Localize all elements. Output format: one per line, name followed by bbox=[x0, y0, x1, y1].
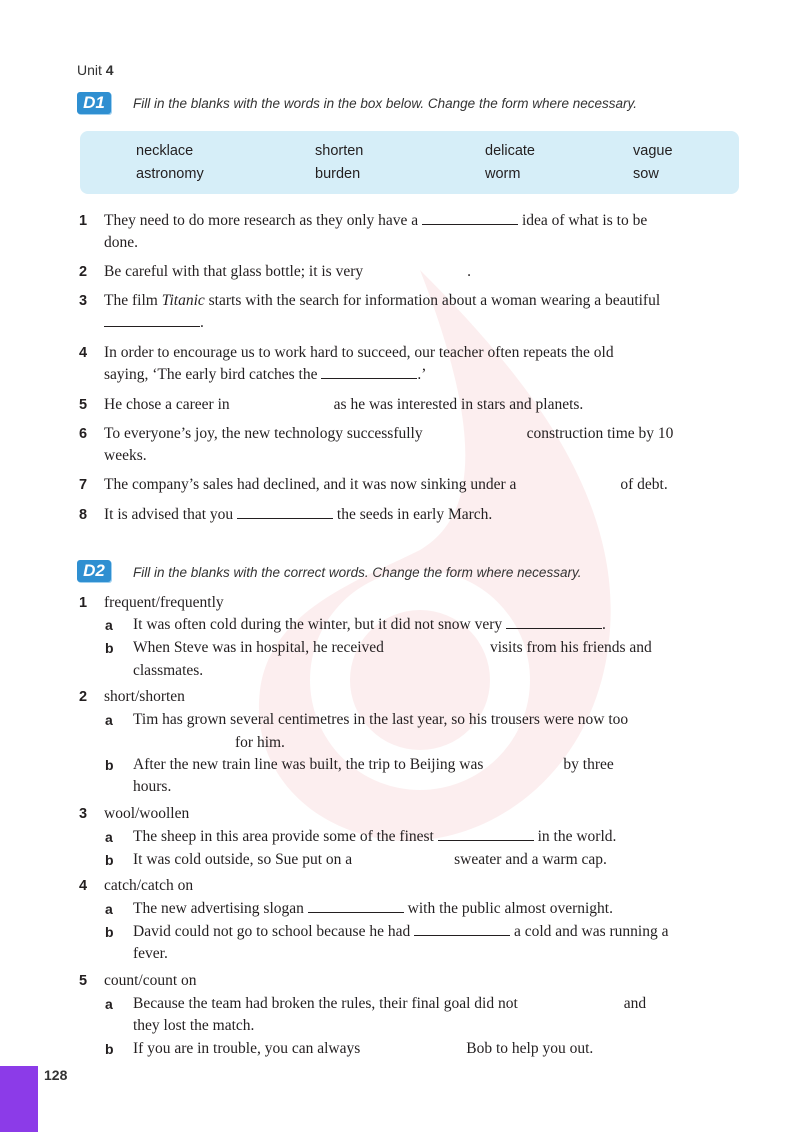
word-box bbox=[80, 131, 739, 194]
d1-instruction: Fill in the blanks with the words in the box below. Change the form where necessary. bbox=[133, 96, 638, 111]
word-pair: catch/catch on bbox=[104, 877, 194, 894]
answer-blank[interactable] bbox=[438, 828, 534, 841]
word-box-item: sow bbox=[633, 166, 659, 182]
question-1-line: They need to do more research as they only have a idea of what is to be bbox=[104, 212, 648, 229]
d2-2b-line: After the new train line was built, the trip to Beijing was by three bbox=[133, 756, 614, 773]
question-5-line: He chose a career in as he was interested in stars and planets. bbox=[104, 396, 584, 413]
word-box-item: worm bbox=[485, 166, 521, 182]
word-box-item: astronomy bbox=[136, 166, 204, 182]
word-box-item: delicate bbox=[485, 143, 535, 159]
sub-label: b bbox=[105, 1041, 114, 1057]
d2-2b-line-2: hours. bbox=[133, 778, 172, 795]
question-4-line: In order to encourage us to work hard to succeed, our teacher often repeats the old bbox=[104, 344, 614, 361]
question-number: 1 bbox=[79, 595, 88, 611]
question-number: 3 bbox=[79, 806, 88, 822]
question-4-line-2: saying, ‘The early bird catches the .’ bbox=[104, 366, 427, 383]
question-number: 5 bbox=[79, 397, 88, 413]
question-number: 5 bbox=[79, 973, 88, 989]
question-number: 3 bbox=[79, 293, 88, 309]
answer-blank[interactable] bbox=[321, 366, 417, 379]
word-box-item: necklace bbox=[136, 143, 194, 159]
sub-label: a bbox=[105, 829, 113, 845]
question-number: 4 bbox=[79, 345, 88, 361]
answer-blank[interactable] bbox=[237, 506, 333, 519]
sub-label: a bbox=[105, 996, 113, 1012]
d2-1b-line-2: classmates. bbox=[133, 662, 204, 679]
question-number: 2 bbox=[79, 689, 88, 705]
page-tab bbox=[0, 1066, 38, 1132]
question-2-line: Be careful with that glass bottle; it is very . bbox=[104, 263, 472, 280]
question-number: 7 bbox=[79, 477, 88, 493]
word-box-item: shorten bbox=[315, 143, 364, 159]
question-number: 1 bbox=[79, 213, 88, 229]
sub-label: a bbox=[105, 901, 113, 917]
word-box-item: vague bbox=[633, 143, 673, 159]
sub-label: a bbox=[105, 712, 113, 728]
answer-blank[interactable] bbox=[414, 923, 510, 936]
d1-badge: D1 bbox=[77, 92, 111, 114]
word-pair: count/count on bbox=[104, 972, 197, 989]
d2-5a-line: Because the team had broken the rules, their final goal did not and bbox=[133, 995, 647, 1012]
d2-1a-line: It was often cold during the winter, but it did not snow very . bbox=[133, 616, 606, 633]
answer-blank[interactable] bbox=[506, 616, 602, 629]
question-1-line-2: done. bbox=[104, 234, 139, 251]
sub-label: b bbox=[105, 640, 114, 656]
question-7-line: The company’s sales had declined, and it was now sinking under a of debt. bbox=[104, 476, 668, 493]
answer-blank[interactable] bbox=[422, 212, 518, 225]
watermark-logo bbox=[190, 250, 650, 870]
question-number: 4 bbox=[79, 878, 88, 894]
question-number: 6 bbox=[79, 426, 88, 442]
word-pair: short/shorten bbox=[104, 688, 185, 705]
question-number: 2 bbox=[79, 264, 88, 280]
question-8-line: It is advised that you the seeds in early March. bbox=[104, 506, 493, 523]
answer-blank[interactable] bbox=[308, 900, 404, 913]
d2-3b-line: It was cold outside, so Sue put on a sweater and a warm cap. bbox=[133, 851, 607, 868]
word-pair: wool/woollen bbox=[104, 805, 190, 822]
d2-2a-line: Tim has grown several centimetres in the last year, so his trousers were now too bbox=[133, 711, 629, 728]
sub-label: b bbox=[105, 924, 114, 940]
question-3-line-2: . bbox=[104, 314, 204, 332]
word-box-item: burden bbox=[315, 166, 361, 182]
d2-1b-line: When Steve was in hospital, he received visits from his friends and bbox=[133, 639, 652, 656]
d2-5a-line-2: they lost the match. bbox=[133, 1017, 255, 1034]
page-number: 128 bbox=[44, 1067, 68, 1083]
d2-instruction: Fill in the blanks with the correct words. Change the form where necessary. bbox=[133, 565, 582, 580]
sub-label: b bbox=[105, 852, 114, 868]
sub-label: a bbox=[105, 617, 113, 633]
d2-4b-line: David could not go to school because he had a cold and was running a bbox=[133, 923, 669, 940]
d2-4b-line-2: fever. bbox=[133, 945, 168, 962]
question-3-line: The film Titanic starts with the search for information about a woman wearing a beautiful bbox=[104, 292, 661, 309]
unit-label: Unit 4 bbox=[77, 62, 114, 78]
question-6-line-2: weeks. bbox=[104, 447, 147, 464]
d2-4a-line: The new advertising slogan with the public almost overnight. bbox=[133, 900, 613, 917]
question-6-line: To everyone’s joy, the new technology successfully construction time by 10 bbox=[104, 425, 674, 442]
sub-label: b bbox=[105, 757, 114, 773]
d2-5b-line: If you are in trouble, you can always Bob to help you out. bbox=[133, 1040, 594, 1057]
d2-badge: D2 bbox=[77, 560, 111, 582]
answer-blank[interactable] bbox=[104, 314, 200, 327]
question-number: 8 bbox=[79, 507, 88, 523]
word-pair: frequent/frequently bbox=[104, 594, 224, 611]
d2-3a-line: The sheep in this area provide some of the finest in the world. bbox=[133, 828, 617, 845]
d2-2a-line-2: for him. bbox=[235, 734, 285, 751]
